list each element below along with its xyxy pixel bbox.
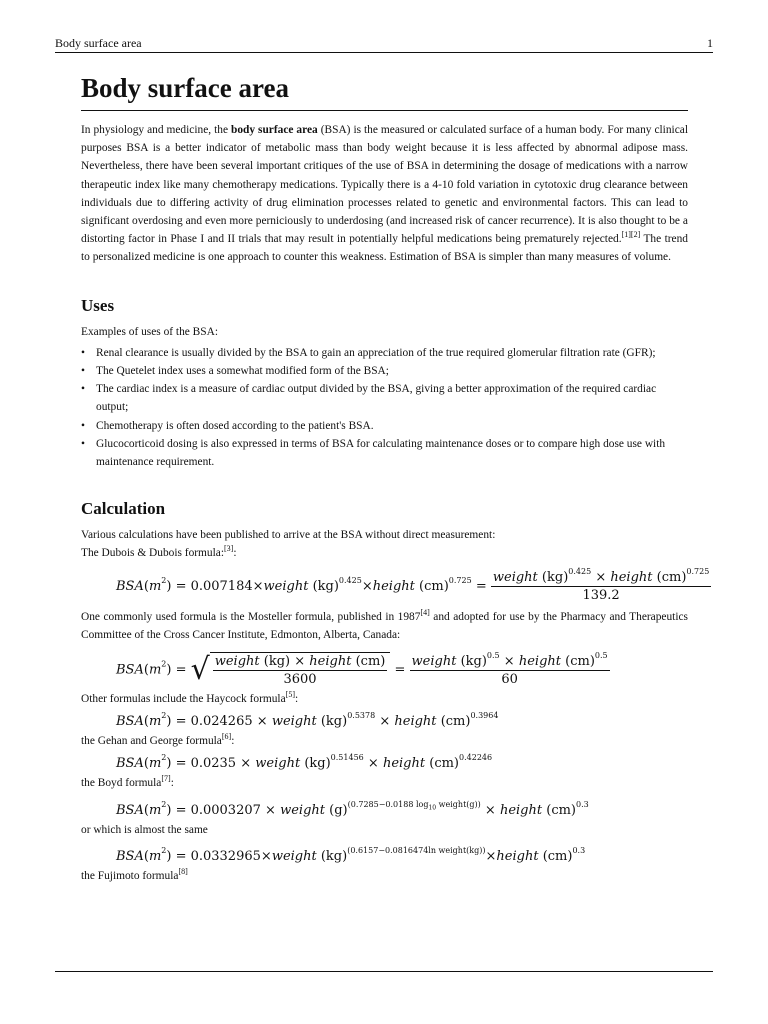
list-item: • Chemotherapy is often dosed according to the patient's BSA. bbox=[81, 417, 688, 435]
gehan-label-end: : bbox=[231, 735, 235, 748]
formula-unit: (kg) bbox=[320, 714, 348, 730]
formula-unit: (kg) bbox=[312, 578, 339, 594]
formula-unit: (cm) bbox=[429, 756, 460, 772]
formula-var: weight bbox=[411, 653, 457, 669]
section-heading-calculation: Calculation bbox=[81, 499, 166, 519]
formula-op: × bbox=[260, 848, 272, 864]
dubois-label-end: : bbox=[233, 547, 237, 560]
formula-op: × bbox=[240, 756, 252, 772]
formula-unit: (cm) bbox=[419, 578, 449, 594]
formula-exp: 0.3964 bbox=[470, 711, 499, 721]
formula-exp: 0.5378 bbox=[347, 711, 376, 721]
formula-unit: (kg) bbox=[460, 653, 487, 669]
formula-var: weight bbox=[255, 756, 301, 772]
formula-denominator: 139.2 bbox=[582, 587, 620, 603]
haycock-label bbox=[81, 690, 688, 708]
formula-var: weight bbox=[492, 569, 538, 585]
formula-exp-part: (0.7285−0.0188 log bbox=[347, 799, 429, 809]
formula-var: BSA bbox=[116, 756, 144, 772]
formula-op: × bbox=[503, 653, 515, 669]
formula-unit: (kg) bbox=[541, 569, 569, 585]
formula-var: height bbox=[309, 654, 352, 670]
uses-lead: Examples of uses of the BSA: bbox=[81, 325, 218, 338]
formula-var: height bbox=[499, 802, 543, 818]
formula-denominator: 3600 bbox=[283, 672, 317, 688]
formula-op: × bbox=[485, 848, 497, 864]
formula-var: BSA bbox=[116, 714, 144, 730]
formula-var: m bbox=[148, 848, 162, 864]
citation-link[interactable]: [1][2] bbox=[621, 230, 641, 240]
haycock-label-end: : bbox=[294, 693, 299, 706]
dubois-label-text: The Dubois & Dubois formula: bbox=[81, 547, 225, 560]
formula-var: height bbox=[518, 653, 561, 669]
formula-exp-sub: 10 bbox=[428, 804, 437, 812]
intro-paragraph bbox=[81, 121, 688, 267]
formula-op: × bbox=[265, 802, 276, 818]
boyd-label-text: the Boyd formula bbox=[81, 777, 162, 790]
formula-var: m bbox=[148, 662, 162, 678]
boyd-label-end: : bbox=[170, 777, 174, 790]
formula-exp: 2 bbox=[161, 799, 167, 809]
formula-var: BSA bbox=[116, 802, 144, 818]
formula-exp: 0.51456 bbox=[330, 753, 364, 763]
formula-var: weight bbox=[271, 714, 317, 730]
list-item: • The Quetelet index uses a somewhat modified form of the BSA; bbox=[81, 362, 688, 380]
boyd-label bbox=[81, 774, 688, 792]
formula-exp: 0.42246 bbox=[459, 753, 493, 763]
formula-boyd: $BSA(m^2) = 0.0003207$ × weight $(g)^{(0.7285-0.0188 log_{10} weight(g))}$ × height (cm)$^{0.3}$ bbox=[116, 799, 589, 818]
formula-exp: 2 bbox=[161, 845, 167, 855]
article-body bbox=[81, 72, 710, 885]
gehan-label bbox=[81, 732, 688, 750]
formula-var: height bbox=[610, 569, 653, 585]
formula-op: × bbox=[361, 578, 373, 594]
formula-var: m bbox=[148, 714, 162, 730]
formula-var: height bbox=[496, 848, 539, 864]
formula-boyd-alt: $BSA(m^2)$ = 0.0332965×weight (kg)$^{(0.6157-0.0816474ln weight(kg))}$×height (cm)$^{0.3}$ bbox=[116, 845, 586, 864]
formula-exp: 0.5 bbox=[594, 650, 608, 660]
formula-unit: (kg) bbox=[320, 848, 348, 864]
formula-exp: 0.3 bbox=[572, 845, 586, 855]
list-item: • Renal clearance is usually divided by the BSA to gain an appreciation of the true required glomerular filtration rate (GFR); bbox=[81, 344, 688, 362]
formula-coef: 0.0235 bbox=[190, 756, 237, 772]
formula-var: BSA bbox=[116, 848, 144, 864]
formula-fraction bbox=[491, 566, 711, 604]
formula-op: × bbox=[595, 569, 607, 585]
formula-gehan-george: $BSA(m^2) = 0.0235$ × weight (kg)$^{0.51456}$ × height (cm)$^{0.42246}$ bbox=[116, 753, 493, 772]
formula-var: height bbox=[372, 578, 415, 594]
gehan-label-text: the Gehan and George formula bbox=[81, 735, 222, 748]
formula-unit: (kg) bbox=[263, 654, 291, 670]
intro-text-1: In physiology and medicine, the bbox=[81, 124, 231, 136]
sqrt-radicand bbox=[210, 652, 391, 688]
list-item: • Glucocorticoid dosing is also expressed in terms of BSA for calculating maintenance doses or to compare high dose use with maintenance requirement. bbox=[81, 435, 688, 471]
section-heading-uses: Uses bbox=[81, 295, 115, 315]
formula-exp: 0.725 bbox=[448, 575, 472, 585]
intro-text-3: The trend to personalized medicine is one approach to counter this weakness. Estimation of BSA is simpler than many measures of volume. bbox=[81, 233, 688, 264]
footer-rule bbox=[55, 971, 713, 972]
formula-unit: (g) bbox=[329, 802, 348, 818]
formula-var: weight bbox=[263, 578, 309, 594]
citation-link[interactable]: [7] bbox=[161, 774, 171, 784]
citation-link[interactable]: [4] bbox=[420, 607, 430, 617]
formula-exp-part: weight(g)) bbox=[436, 799, 481, 809]
formula-mosteller: $BSA(m^2)$ = √ $\frac{\text{weight (kg) × height (cm)}}{3600}$ = $\frac{weight (kg)^{0.5} \times height (cm)^{0.5}}{60}$ bbox=[116, 650, 608, 688]
formula-coef: 0.0332965 bbox=[190, 848, 261, 864]
formula-op: × bbox=[484, 802, 496, 818]
formula-unit: (cm) bbox=[656, 569, 687, 585]
almost-same-text: or which is almost the same bbox=[81, 823, 208, 836]
formula-var: weight bbox=[214, 654, 260, 670]
citation-link[interactable]: [8] bbox=[178, 866, 188, 876]
citation-link[interactable]: [5] bbox=[285, 690, 295, 700]
formula-haycock: $BSA(m^2) = 0.024265$ × weight (kg)$^{0.5378}$ × height (cm)$^{0.3964}$ bbox=[116, 711, 499, 730]
page-number: 1 bbox=[707, 36, 713, 50]
formula-op: × bbox=[256, 714, 268, 730]
formula-unit: (cm) bbox=[440, 714, 471, 730]
formula-var: height bbox=[382, 756, 426, 772]
formula-fraction bbox=[410, 650, 610, 688]
formula-var: weight bbox=[280, 802, 325, 818]
formula-var: weight bbox=[271, 848, 317, 864]
formula-exp: 2 bbox=[161, 575, 167, 585]
formula-op: × bbox=[252, 578, 264, 594]
page-title: Body surface area bbox=[81, 72, 688, 111]
mosteller-text-1: One commonly used formula is the Mosteller formula, published in 1987 bbox=[81, 610, 421, 623]
formula-exp: 2 bbox=[161, 659, 167, 669]
formula-op: × bbox=[367, 756, 379, 772]
list-item: • The cardiac index is a measure of cardiac output divided by the BSA, giving a better approximation of the required cardiac output; bbox=[81, 380, 688, 416]
intro-text-2: (BSA) is the measured or calculated surface of a human body. For many clinical purposes BSA is a better indicator of metabolic mass than body weight because it is less affected by abnormal adipose mass. Nevertheless, there have been several important critiques of the use of BSA in determining the dosage of medications with a narrow therapeutic index like many chemotherapy medications. Typically there is a 4-10 fold variation in cytotoxic drug clearance between individuals due to differing activity of drug elimination processes related to genetic and environmental factors. This can lead to significant overdosing and even more perniciously to underdosing (and increased risk of cancer recurrence). It is also thought to be a distorting factor in Phase I and II trials that may result in potentially helpful medications being prematurely rejected. bbox=[81, 124, 688, 246]
formula-exp: 0.725 bbox=[686, 566, 710, 576]
intro-bold-term: body surface area bbox=[230, 124, 318, 136]
formula-dubois: $BSA(m^2)$ = 0.007184×weight (kg)$^{0.425}$×height (cm)$^{0.725}$ = $\frac{weight (kg)^{0.425} \times height (cm)^{0.725}}{139.2}$ bbox=[116, 566, 710, 603]
fujimoto-label bbox=[81, 867, 688, 885]
formula-unit: (cm) bbox=[565, 653, 595, 669]
formula-var: height bbox=[394, 714, 437, 730]
formula-var: BSA bbox=[116, 578, 144, 594]
formula-denominator: 60 bbox=[501, 671, 518, 687]
formula-op: × bbox=[379, 714, 391, 730]
citation-link[interactable]: [3] bbox=[224, 544, 234, 554]
running-header bbox=[55, 36, 713, 53]
haycock-label-text: Other formulas include the Haycock formula bbox=[81, 693, 286, 706]
formula-var: m bbox=[148, 756, 162, 772]
formula-coef: 0.024265 bbox=[190, 714, 253, 730]
calculation-lead: Various calculations have been published to arrive at the BSA without direct measurement: bbox=[81, 529, 496, 542]
formula-exp: 2 bbox=[161, 753, 167, 763]
formula-exp bbox=[347, 799, 481, 812]
formula-exp: (0.6157−0.0816474ln weight(kg)) bbox=[347, 845, 486, 855]
formula-unit: (cm) bbox=[355, 654, 386, 670]
formula-coef: 0.007184 bbox=[190, 578, 253, 594]
formula-coef: 0.0003207 bbox=[190, 802, 261, 818]
sqrt-sign: √ bbox=[190, 652, 210, 688]
formula-exp: 0.3 bbox=[576, 799, 589, 809]
formula-unit: (cm) bbox=[542, 848, 573, 864]
formula-exp: 2 bbox=[161, 711, 167, 721]
formula-var: BSA bbox=[116, 662, 144, 678]
formula-op: × bbox=[294, 654, 306, 670]
formula-var: m bbox=[148, 802, 162, 818]
formula-fraction bbox=[213, 653, 388, 688]
formula-unit: (kg) bbox=[304, 756, 331, 772]
uses-list bbox=[81, 344, 688, 471]
formula-exp: 0.425 bbox=[338, 575, 362, 585]
running-header-title: Body surface area bbox=[55, 36, 142, 50]
formula-exp: 0.5 bbox=[486, 650, 500, 660]
fujimoto-label-text: the Fujimoto formula bbox=[81, 869, 179, 882]
formula-var: m bbox=[148, 578, 162, 594]
dubois-label bbox=[81, 544, 688, 562]
mosteller-text-2: and adopted for use by the Pharmacy and Therapeutics Committee of the Cross Cancer Institute, Edmonton, Alberta, Canada: bbox=[81, 610, 688, 641]
citation-link[interactable]: [6] bbox=[221, 732, 232, 742]
formula-unit: (cm) bbox=[546, 802, 577, 818]
mosteller-paragraph bbox=[81, 608, 688, 644]
formula-exp: 0.425 bbox=[568, 566, 592, 576]
